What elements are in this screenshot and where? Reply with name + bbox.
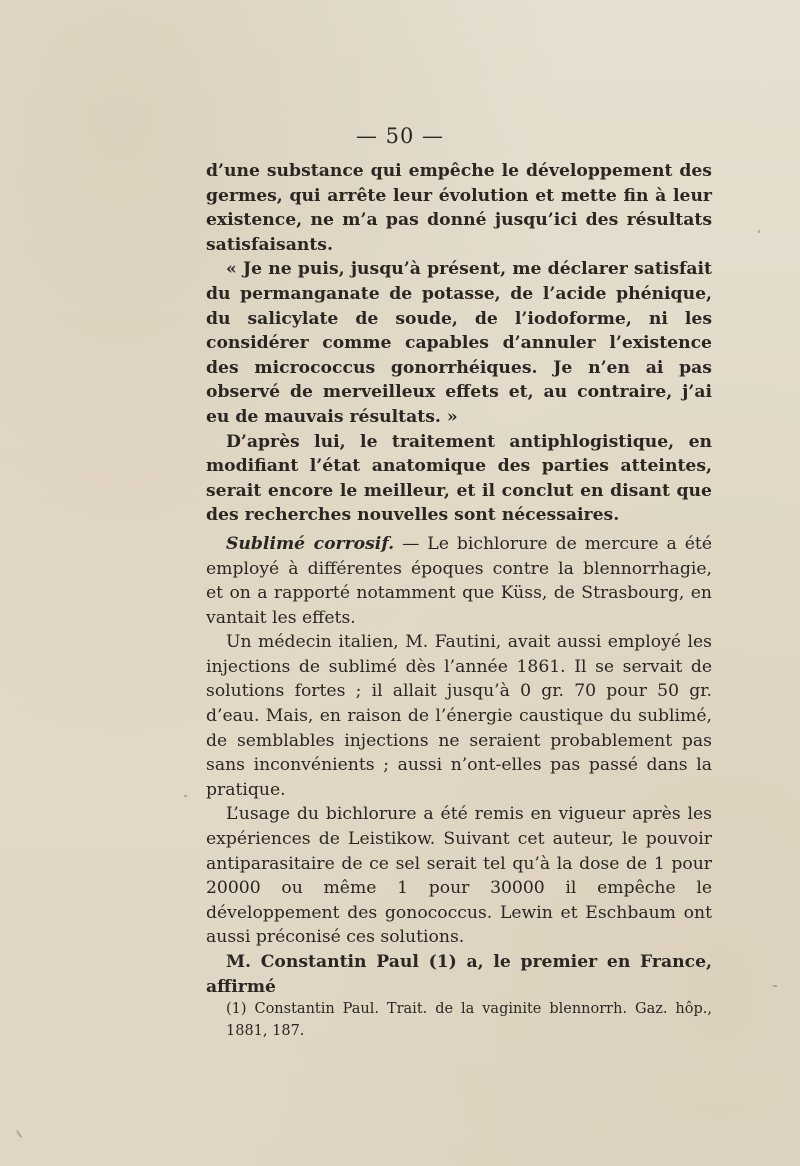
- paper-speck: [184, 795, 187, 797]
- paragraph-3: [206, 430, 712, 528]
- paragraph-1: [206, 159, 712, 257]
- paragraph-6-text: L’usage du bichlorure a été remis en vigueur après les expériences de Leistikow. Suivant cet auteur, le pouvoir antiparasitaire de ce sel serait tel qu’à la dose de 1 pour 20000 ou même 1 pour 30000 il empêche le développement des gonococcus. Lewin et Eschbaum ont aussi préconisé ces solutions.: [206, 804, 712, 948]
- paragraph-5-text: Un médecin italien, M. Fautini, avait aussi employé les injections de sublimé dès l’année 1861. Il se servait de solutions fortes ; il allait jusqu’à 0 gr. 70 pour 50 gr. d’eau. Mais, en raison de l’énergie caustique du sublimé, de semblables injections ne seraient probablement pas sans inconvénients ; aussi n’ont-elles pas passé dans la pratique.: [206, 632, 712, 800]
- paragraph-5: [206, 630, 712, 802]
- paper-speck: [773, 985, 777, 987]
- paper-speck: [16, 1130, 22, 1138]
- paper-speck: [758, 230, 760, 233]
- paragraph-1-text: d’une substance qui empêche le développement des germes, qui arrête leur évolution et mette fin à leur existence, ne m’a pas donné jusqu’ici des résultats satisfaisants.: [206, 161, 712, 255]
- paragraph-4: [206, 532, 712, 630]
- section-heading-sublime: Sublimé corrosif.: [226, 533, 395, 554]
- paragraph-4-text: — Le bichlorure de mercure a été employé à différentes époques contre la blennorrhagie, et on a rapporté notamment que Küss, de Strasbourg, en vantait les effets.: [206, 533, 712, 628]
- paragraph-2: [206, 257, 712, 429]
- paragraph-7-text: M. Constantin Paul (1) a, le premier en France, affirmé: [206, 952, 712, 997]
- paragraph-7: [206, 950, 712, 999]
- body-text: [206, 159, 712, 999]
- footnote-text: (1) Constantin Paul. Trait. de la vaginite blennorrh. Gaz. hôp., 1881, 187.: [226, 1001, 712, 1039]
- paragraph-6: [206, 802, 712, 950]
- footnote: [206, 998, 712, 1042]
- paragraph-3-text: D’après lui, le traitement antiphlogistique, en modifiant l’état anatomique des parties atteintes, serait encore le meilleur, et il conclut en disant que des recherches nouvelles sont nécessaires.: [206, 431, 712, 526]
- paragraph-2-text: « Je ne puis, jusqu’à présent, me déclarer satisfait du permanganate de potasse, de l’acide phénique, du salicylate de soude, de l’iodoforme, ni les considérer comme capables d’annuler l’existence des micrococcus gonorrhéiques. Je n’en ai pas observé de merveilleux effets et, au contraire, j’ai eu de mauvais résultats. »: [206, 259, 712, 427]
- page-number: — 50 —: [355, 124, 445, 148]
